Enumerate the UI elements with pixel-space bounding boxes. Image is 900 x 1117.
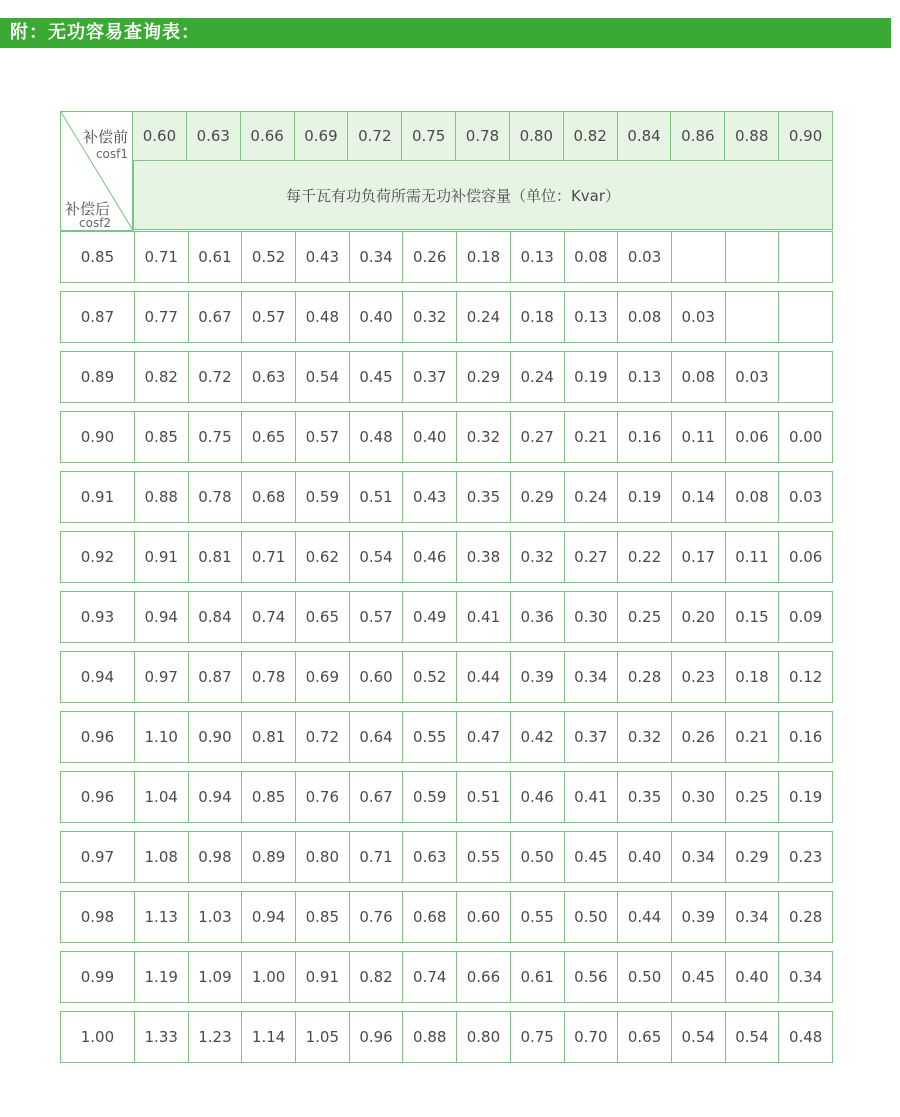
cosf2-cell: 0.98	[60, 891, 135, 943]
table-row	[60, 411, 833, 463]
cosf1-header-cell: 0.88	[724, 111, 779, 161]
cosf1-header-cell: 0.72	[347, 111, 402, 161]
value-cell: 0.60	[349, 651, 404, 703]
unit-caption: 每千瓦有功负荷所需无功补偿容量（单位：Kvar）	[133, 160, 833, 230]
cosf1-header-cell: 0.84	[617, 111, 672, 161]
value-cell: 0.29	[456, 351, 511, 403]
value-cell: 0.03	[671, 291, 726, 343]
cosf2-cell: 0.92	[60, 531, 135, 583]
cosf2-cell: 0.90	[60, 411, 135, 463]
value-cell: 0.29	[510, 471, 565, 523]
cosf2-cell: 0.91	[60, 471, 135, 523]
value-cell: 0.50	[617, 951, 672, 1003]
value-cell: 0.54	[725, 1011, 780, 1063]
value-cell: 1.09	[188, 951, 243, 1003]
value-cell: 0.50	[564, 891, 619, 943]
value-cell: 1.08	[134, 831, 189, 883]
value-cell	[778, 351, 833, 403]
cosf1-header-cell: 0.75	[401, 111, 456, 161]
value-cell: 0.40	[725, 951, 780, 1003]
value-cell: 0.34	[564, 651, 619, 703]
value-cell: 0.63	[241, 351, 296, 403]
value-cell: 0.57	[241, 291, 296, 343]
value-cell: 0.46	[510, 771, 565, 823]
value-cell: 0.55	[510, 891, 565, 943]
value-cell: 0.68	[402, 891, 457, 943]
value-cell: 0.67	[349, 771, 404, 823]
cosf2-cell: 0.85	[60, 231, 135, 283]
value-cell: 0.40	[402, 411, 457, 463]
cosf1-header-cell: 0.69	[294, 111, 349, 161]
value-cell: 0.34	[671, 831, 726, 883]
value-cell: 0.72	[188, 351, 243, 403]
value-cell: 0.48	[778, 1011, 833, 1063]
value-cell: 0.17	[671, 531, 726, 583]
value-cell: 0.25	[617, 591, 672, 643]
value-cell: 0.74	[402, 951, 457, 1003]
value-cell: 0.08	[725, 471, 780, 523]
value-cell: 0.45	[564, 831, 619, 883]
value-cell: 0.40	[617, 831, 672, 883]
value-cell: 1.33	[134, 1011, 189, 1063]
table-row	[60, 531, 833, 583]
cosf1-header-cell: 0.78	[455, 111, 510, 161]
value-cell: 0.39	[671, 891, 726, 943]
value-cell: 0.94	[188, 771, 243, 823]
value-cell: 0.18	[456, 231, 511, 283]
page-title: 附：无功容易查询表：	[10, 22, 200, 43]
value-cell: 0.41	[456, 591, 511, 643]
cosf2-cell: 0.94	[60, 651, 135, 703]
value-cell: 0.34	[778, 951, 833, 1003]
cosf1-header-cell: 0.82	[563, 111, 618, 161]
value-cell: 1.13	[134, 891, 189, 943]
table-row	[60, 351, 833, 403]
value-cell: 0.44	[617, 891, 672, 943]
value-cell: 0.19	[617, 471, 672, 523]
value-cell: 0.30	[671, 771, 726, 823]
value-cell: 0.91	[295, 951, 350, 1003]
value-cell: 0.22	[617, 531, 672, 583]
value-cell: 0.52	[241, 231, 296, 283]
value-cell: 0.21	[725, 711, 780, 763]
value-cell: 0.75	[188, 411, 243, 463]
value-cell: 0.25	[725, 771, 780, 823]
value-cell: 0.24	[564, 471, 619, 523]
value-cell: 0.54	[295, 351, 350, 403]
value-cell: 0.51	[456, 771, 511, 823]
value-cell: 0.11	[671, 411, 726, 463]
value-cell: 0.48	[349, 411, 404, 463]
value-cell: 0.80	[295, 831, 350, 883]
value-cell: 0.45	[671, 951, 726, 1003]
value-cell	[725, 231, 780, 283]
value-cell: 1.14	[241, 1011, 296, 1063]
value-cell: 0.06	[725, 411, 780, 463]
value-cell: 0.08	[564, 231, 619, 283]
value-cell: 0.76	[349, 891, 404, 943]
value-cell: 0.34	[725, 891, 780, 943]
value-cell: 0.98	[188, 831, 243, 883]
value-cell: 0.64	[349, 711, 404, 763]
value-cell: 0.81	[188, 531, 243, 583]
value-cell: 0.37	[564, 711, 619, 763]
value-cell: 0.57	[295, 411, 350, 463]
value-cell: 0.89	[241, 831, 296, 883]
table-row	[60, 891, 833, 943]
value-cell: 0.70	[564, 1011, 619, 1063]
value-cell: 0.15	[725, 591, 780, 643]
value-cell: 0.35	[617, 771, 672, 823]
value-cell: 0.90	[188, 711, 243, 763]
value-cell: 0.35	[456, 471, 511, 523]
cosf1-header-cell: 0.90	[778, 111, 833, 161]
cosf1-header-row	[133, 111, 833, 161]
value-cell: 1.03	[188, 891, 243, 943]
value-cell: 0.49	[402, 591, 457, 643]
value-cell: 1.10	[134, 711, 189, 763]
value-cell: 0.71	[349, 831, 404, 883]
value-cell: 0.26	[402, 231, 457, 283]
value-cell: 0.43	[402, 471, 457, 523]
value-cell: 0.78	[188, 471, 243, 523]
cosf1-header-cell: 0.86	[670, 111, 725, 161]
value-cell: 0.36	[510, 591, 565, 643]
value-cell: 0.28	[778, 891, 833, 943]
value-cell: 0.59	[402, 771, 457, 823]
value-cell: 0.24	[456, 291, 511, 343]
value-cell: 0.45	[349, 351, 404, 403]
value-cell: 1.23	[188, 1011, 243, 1063]
value-cell: 0.85	[134, 411, 189, 463]
value-cell: 0.96	[349, 1011, 404, 1063]
value-cell: 0.94	[134, 591, 189, 643]
value-cell: 0.13	[564, 291, 619, 343]
value-cell: 1.04	[134, 771, 189, 823]
cosf2-cell: 0.87	[60, 291, 135, 343]
value-cell: 0.32	[617, 711, 672, 763]
value-cell: 0.91	[134, 531, 189, 583]
value-cell: 0.81	[241, 711, 296, 763]
value-cell: 1.00	[241, 951, 296, 1003]
value-cell: 0.23	[778, 831, 833, 883]
value-cell: 0.88	[402, 1011, 457, 1063]
value-cell: 0.28	[617, 651, 672, 703]
value-cell: 0.30	[564, 591, 619, 643]
value-cell: 0.34	[349, 231, 404, 283]
after-label: 补偿后	[65, 200, 111, 218]
value-cell	[778, 231, 833, 283]
value-cell: 0.51	[349, 471, 404, 523]
value-cell: 0.82	[349, 951, 404, 1003]
value-cell: 0.50	[510, 831, 565, 883]
value-cell: 0.44	[456, 651, 511, 703]
value-cell: 0.23	[671, 651, 726, 703]
table-row	[60, 831, 833, 883]
value-cell: 0.03	[725, 351, 780, 403]
value-cell: 0.46	[402, 531, 457, 583]
value-cell: 1.19	[134, 951, 189, 1003]
value-cell: 0.21	[564, 411, 619, 463]
cosf1-header-cell: 0.80	[509, 111, 564, 161]
cosf1-header-cell: 0.66	[240, 111, 295, 161]
value-cell: 0.19	[778, 771, 833, 823]
table-row	[60, 771, 833, 823]
value-cell: 0.16	[778, 711, 833, 763]
value-cell: 0.71	[241, 531, 296, 583]
table-row	[60, 291, 833, 343]
value-cell: 0.37	[402, 351, 457, 403]
value-cell: 0.67	[188, 291, 243, 343]
value-cell: 0.52	[402, 651, 457, 703]
value-cell: 0.08	[671, 351, 726, 403]
cosf2-cell: 0.99	[60, 951, 135, 1003]
value-cell: 0.29	[725, 831, 780, 883]
value-cell: 0.75	[510, 1011, 565, 1063]
value-cell: 0.00	[778, 411, 833, 463]
table-row	[60, 711, 833, 763]
value-cell	[671, 231, 726, 283]
value-cell: 0.94	[241, 891, 296, 943]
value-cell: 0.24	[510, 351, 565, 403]
before-label: 补偿前	[82, 128, 128, 146]
value-cell: 0.43	[295, 231, 350, 283]
value-cell: 0.59	[295, 471, 350, 523]
value-cell: 0.27	[564, 531, 619, 583]
value-cell: 0.42	[510, 711, 565, 763]
value-cell: 0.06	[778, 531, 833, 583]
cosf2-cell: 0.96	[60, 711, 135, 763]
value-cell: 0.76	[295, 771, 350, 823]
cosf1-header-cell: 0.63	[186, 111, 241, 161]
cosf1-label: cosf1	[95, 147, 128, 161]
value-cell: 0.26	[671, 711, 726, 763]
table-body	[60, 231, 833, 1063]
value-cell: 0.39	[510, 651, 565, 703]
value-cell: 0.62	[295, 531, 350, 583]
value-cell: 0.69	[295, 651, 350, 703]
value-cell: 0.66	[456, 951, 511, 1003]
cosf2-cell: 1.00	[60, 1011, 135, 1063]
value-cell: 0.63	[402, 831, 457, 883]
corner-cell	[60, 111, 133, 231]
value-cell: 0.68	[241, 471, 296, 523]
table-row	[60, 231, 833, 283]
value-cell: 0.38	[456, 531, 511, 583]
value-cell: 0.16	[617, 411, 672, 463]
value-cell: 0.54	[671, 1011, 726, 1063]
value-cell: 0.41	[564, 771, 619, 823]
cosf2-cell: 0.93	[60, 591, 135, 643]
value-cell: 0.55	[456, 831, 511, 883]
value-cell: 0.87	[188, 651, 243, 703]
value-cell: 0.40	[349, 291, 404, 343]
value-cell: 0.61	[188, 231, 243, 283]
value-cell: 0.71	[134, 231, 189, 283]
value-cell: 0.78	[241, 651, 296, 703]
value-cell: 0.85	[295, 891, 350, 943]
cosf2-cell: 0.89	[60, 351, 135, 403]
table-row	[60, 951, 833, 1003]
value-cell: 1.05	[295, 1011, 350, 1063]
value-cell: 0.57	[349, 591, 404, 643]
value-cell: 0.11	[725, 531, 780, 583]
value-cell: 0.85	[241, 771, 296, 823]
value-cell: 0.61	[510, 951, 565, 1003]
value-cell: 0.72	[295, 711, 350, 763]
table-row	[60, 471, 833, 523]
cosf2-cell: 0.97	[60, 831, 135, 883]
table-row	[60, 591, 833, 643]
cosf2-cell: 0.96	[60, 771, 135, 823]
value-cell	[778, 291, 833, 343]
value-cell: 0.32	[402, 291, 457, 343]
value-cell: 0.65	[617, 1011, 672, 1063]
table-header	[60, 111, 833, 231]
value-cell: 0.47	[456, 711, 511, 763]
value-cell: 0.82	[134, 351, 189, 403]
cosf1-header-cell: 0.60	[132, 111, 187, 161]
value-cell: 0.12	[778, 651, 833, 703]
title-bar	[0, 18, 891, 48]
value-cell: 0.08	[617, 291, 672, 343]
value-cell: 0.13	[617, 351, 672, 403]
value-cell: 0.88	[134, 471, 189, 523]
table-row	[60, 651, 833, 703]
value-cell: 0.80	[456, 1011, 511, 1063]
value-cell: 0.74	[241, 591, 296, 643]
value-cell: 0.60	[456, 891, 511, 943]
value-cell: 0.19	[564, 351, 619, 403]
value-cell: 0.56	[564, 951, 619, 1003]
value-cell: 0.27	[510, 411, 565, 463]
value-cell: 0.03	[778, 471, 833, 523]
value-cell: 0.09	[778, 591, 833, 643]
table-row	[60, 1011, 833, 1063]
cosf2-label: cosf2	[79, 216, 112, 230]
value-cell: 0.13	[510, 231, 565, 283]
value-cell: 0.48	[295, 291, 350, 343]
value-cell: 0.55	[402, 711, 457, 763]
value-cell: 0.14	[671, 471, 726, 523]
value-cell: 0.65	[295, 591, 350, 643]
value-cell: 0.32	[510, 531, 565, 583]
value-cell: 0.18	[510, 291, 565, 343]
value-cell: 0.20	[671, 591, 726, 643]
value-cell: 0.97	[134, 651, 189, 703]
value-cell: 0.54	[349, 531, 404, 583]
value-cell: 0.65	[241, 411, 296, 463]
value-cell: 0.84	[188, 591, 243, 643]
value-cell	[725, 291, 780, 343]
value-cell: 0.32	[456, 411, 511, 463]
value-cell: 0.18	[725, 651, 780, 703]
reactive-power-table	[60, 111, 833, 1063]
value-cell: 0.77	[134, 291, 189, 343]
value-cell: 0.03	[617, 231, 672, 283]
